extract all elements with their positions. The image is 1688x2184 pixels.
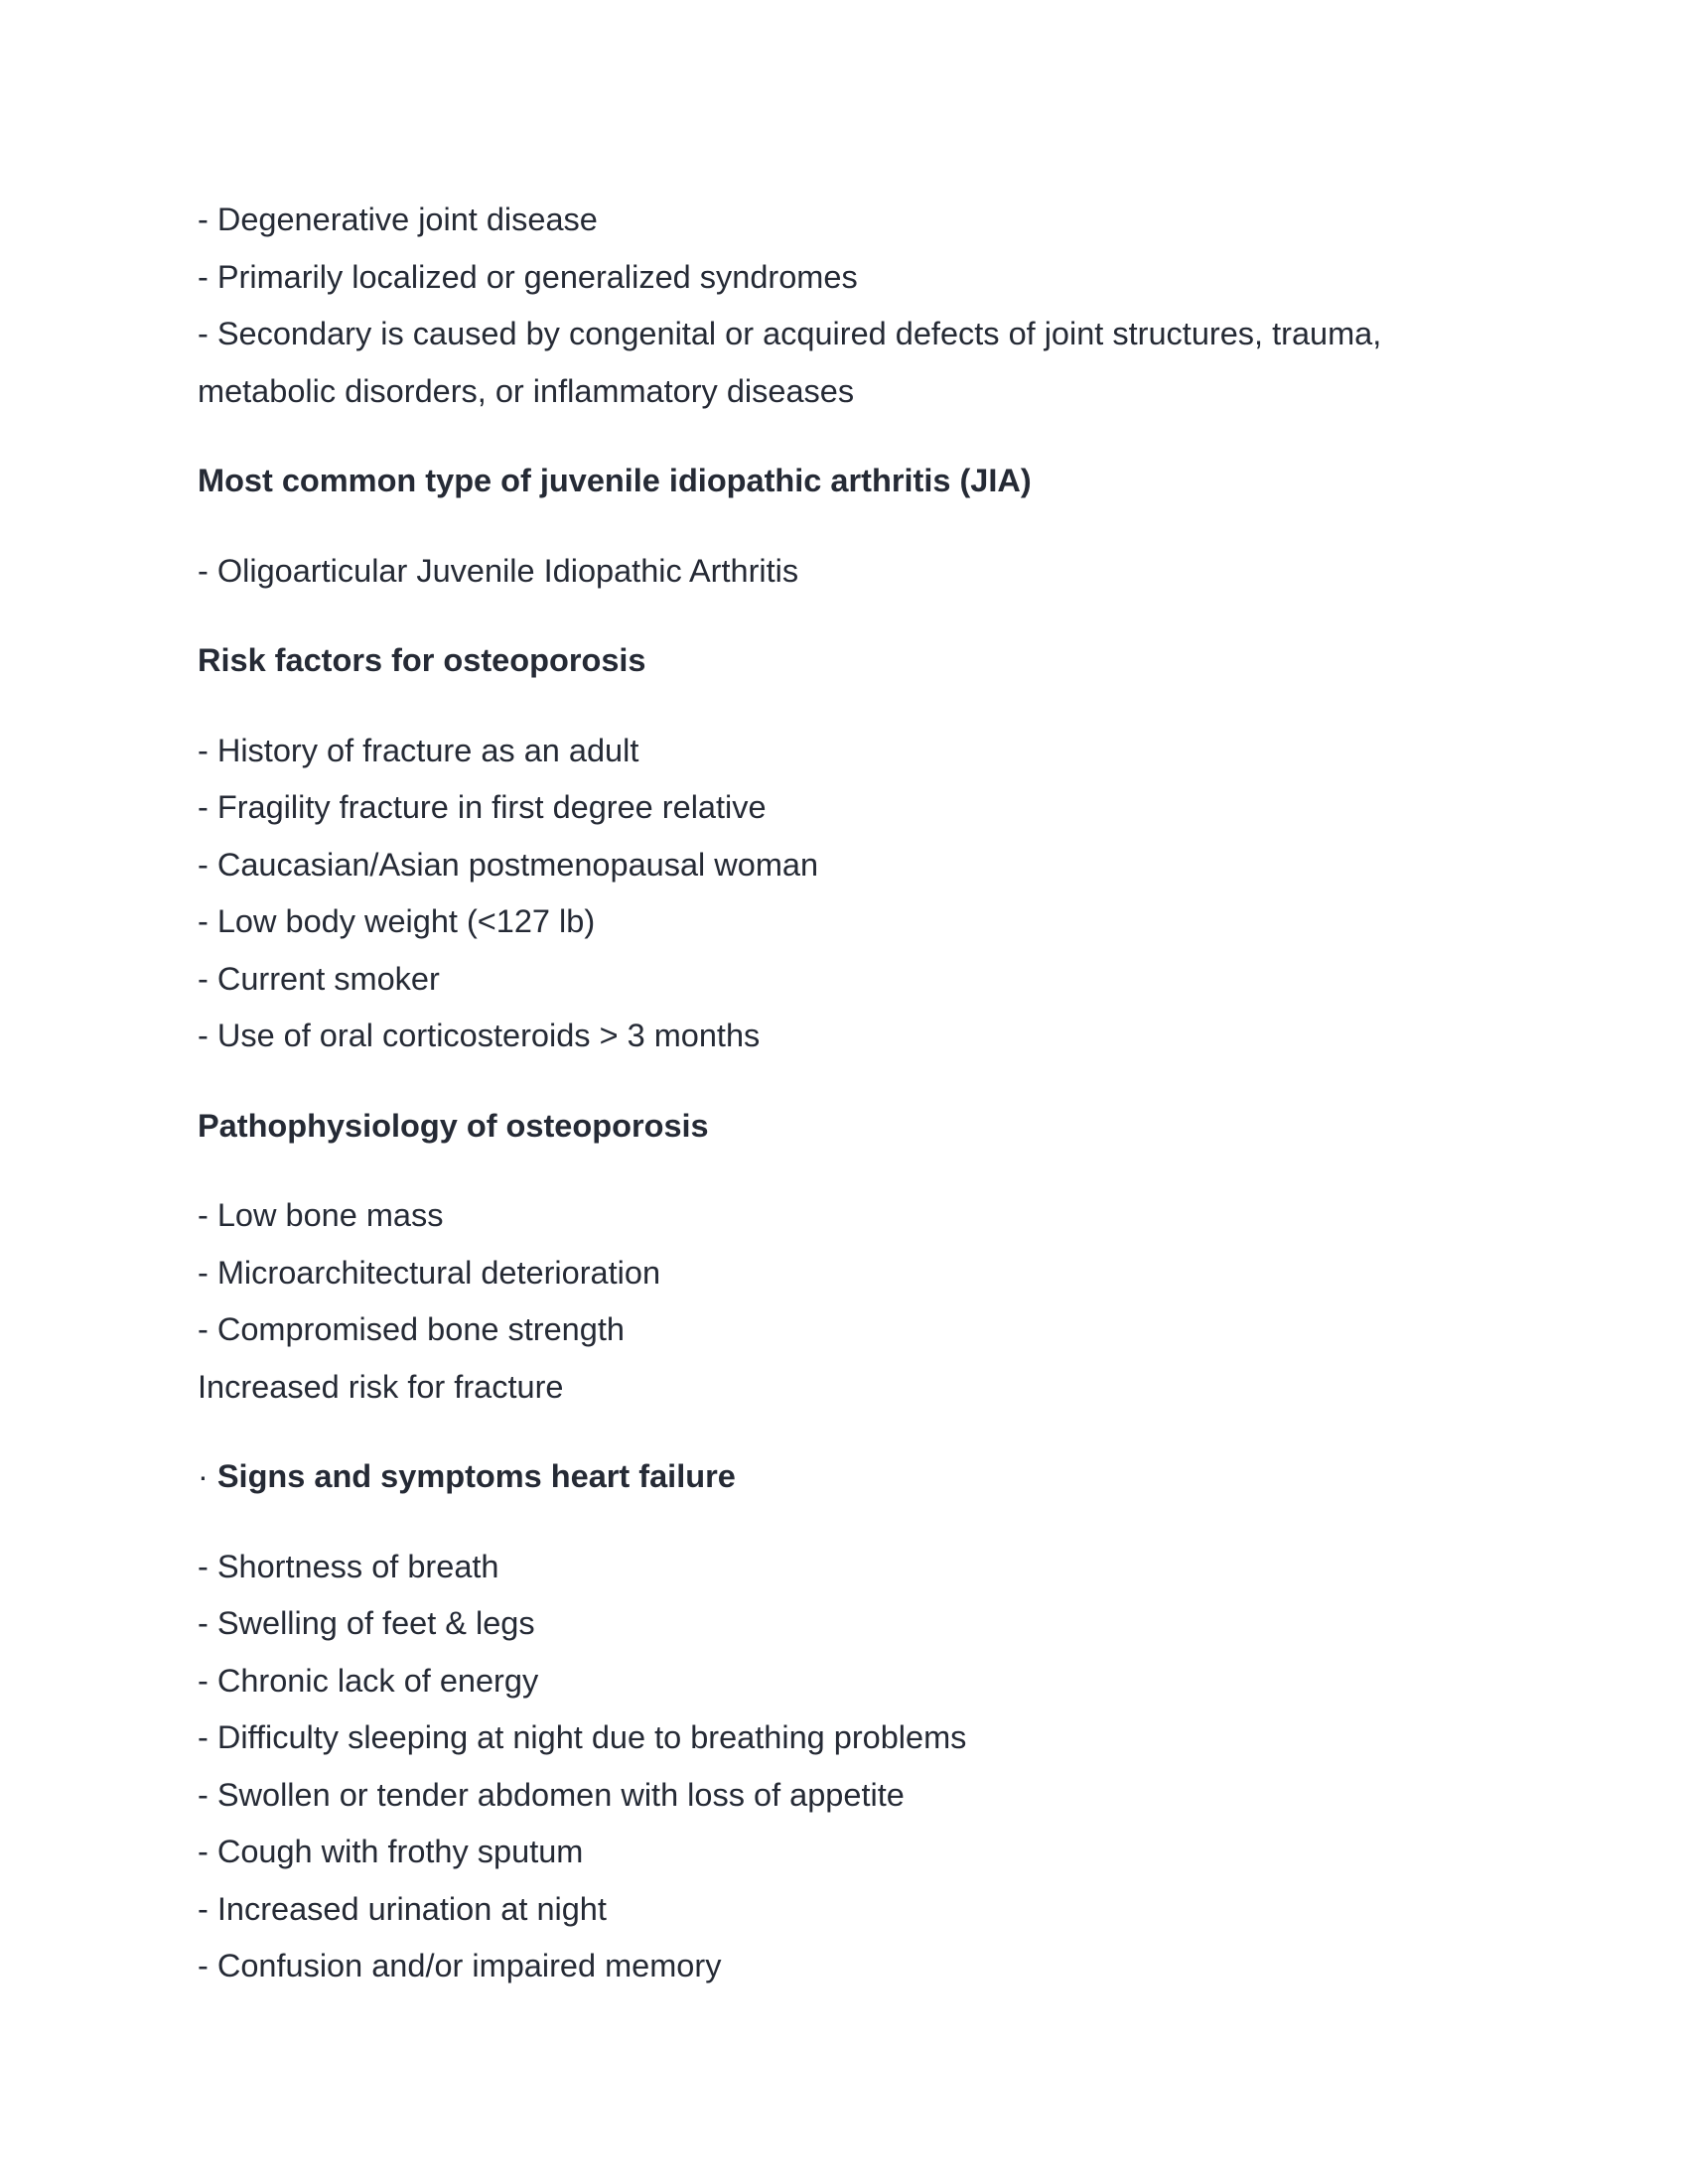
list-item: - Low body weight (<127 lb) — [198, 903, 596, 939]
list-item: Increased risk for fracture — [198, 1368, 564, 1405]
list-item: - Fragility fracture in first degree relative — [198, 789, 767, 825]
list-item: - Oligoarticular Juvenile Idiopathic Arthritis — [198, 552, 799, 589]
section-heading-jia: Most common type of juvenile idiopathic arthritis (JIA) — [198, 463, 1032, 498]
pathophysiology-list — [198, 1187, 1488, 1416]
list-item: - Degenerative joint disease — [198, 202, 598, 237]
section-heading-heart-failure — [198, 1448, 1488, 1506]
bullet-marker: · — [198, 1458, 217, 1494]
list-item: - Swollen or tender abdomen with loss of appetite — [198, 1776, 905, 1813]
section-heading-risk-factors: Risk factors for osteoporosis — [198, 642, 646, 678]
list-item: - Compromised bone strength — [198, 1311, 625, 1347]
section-heading-pathophysiology: Pathophysiology of osteoporosis — [198, 1107, 709, 1144]
list-item: - Increased urination at night — [198, 1890, 607, 1927]
jia-list — [198, 543, 1488, 601]
list-item: - Cough with frothy sputum — [198, 1834, 584, 1869]
list-item: - Current smoker — [198, 960, 440, 997]
list-item: - History of fracture as an adult — [198, 732, 639, 768]
list-item: - Low bone mass — [198, 1197, 444, 1233]
list-item: - Use of oral corticosteroids > 3 months — [198, 1018, 761, 1053]
list-item: - Primarily localized or generalized syndromes — [198, 258, 858, 295]
risk-factors-list — [198, 723, 1488, 1065]
list-item: - Shortness of breath — [198, 1548, 499, 1584]
list-item: - Difficulty sleeping at night due to breathing problems — [198, 1719, 967, 1755]
document-page — [198, 192, 1488, 1995]
list-item: - Confusion and/or impaired memory — [198, 1948, 722, 1983]
list-item: - Caucasian/Asian postmenopausal woman — [198, 846, 819, 883]
heart-failure-list — [198, 1539, 1488, 1995]
heading-text: Signs and symptoms heart failure — [216, 1458, 736, 1494]
list-item: - Secondary is caused by congenital or acquired defects of joint structures, trauma, metabolic disorders, or inflammatory diseases — [198, 316, 1382, 409]
list-item: - Microarchitectural deterioration — [198, 1254, 661, 1291]
list-item: - Chronic lack of energy — [198, 1662, 539, 1699]
list-item: - Swelling of feet & legs — [198, 1605, 535, 1641]
intro-list — [198, 192, 1488, 420]
